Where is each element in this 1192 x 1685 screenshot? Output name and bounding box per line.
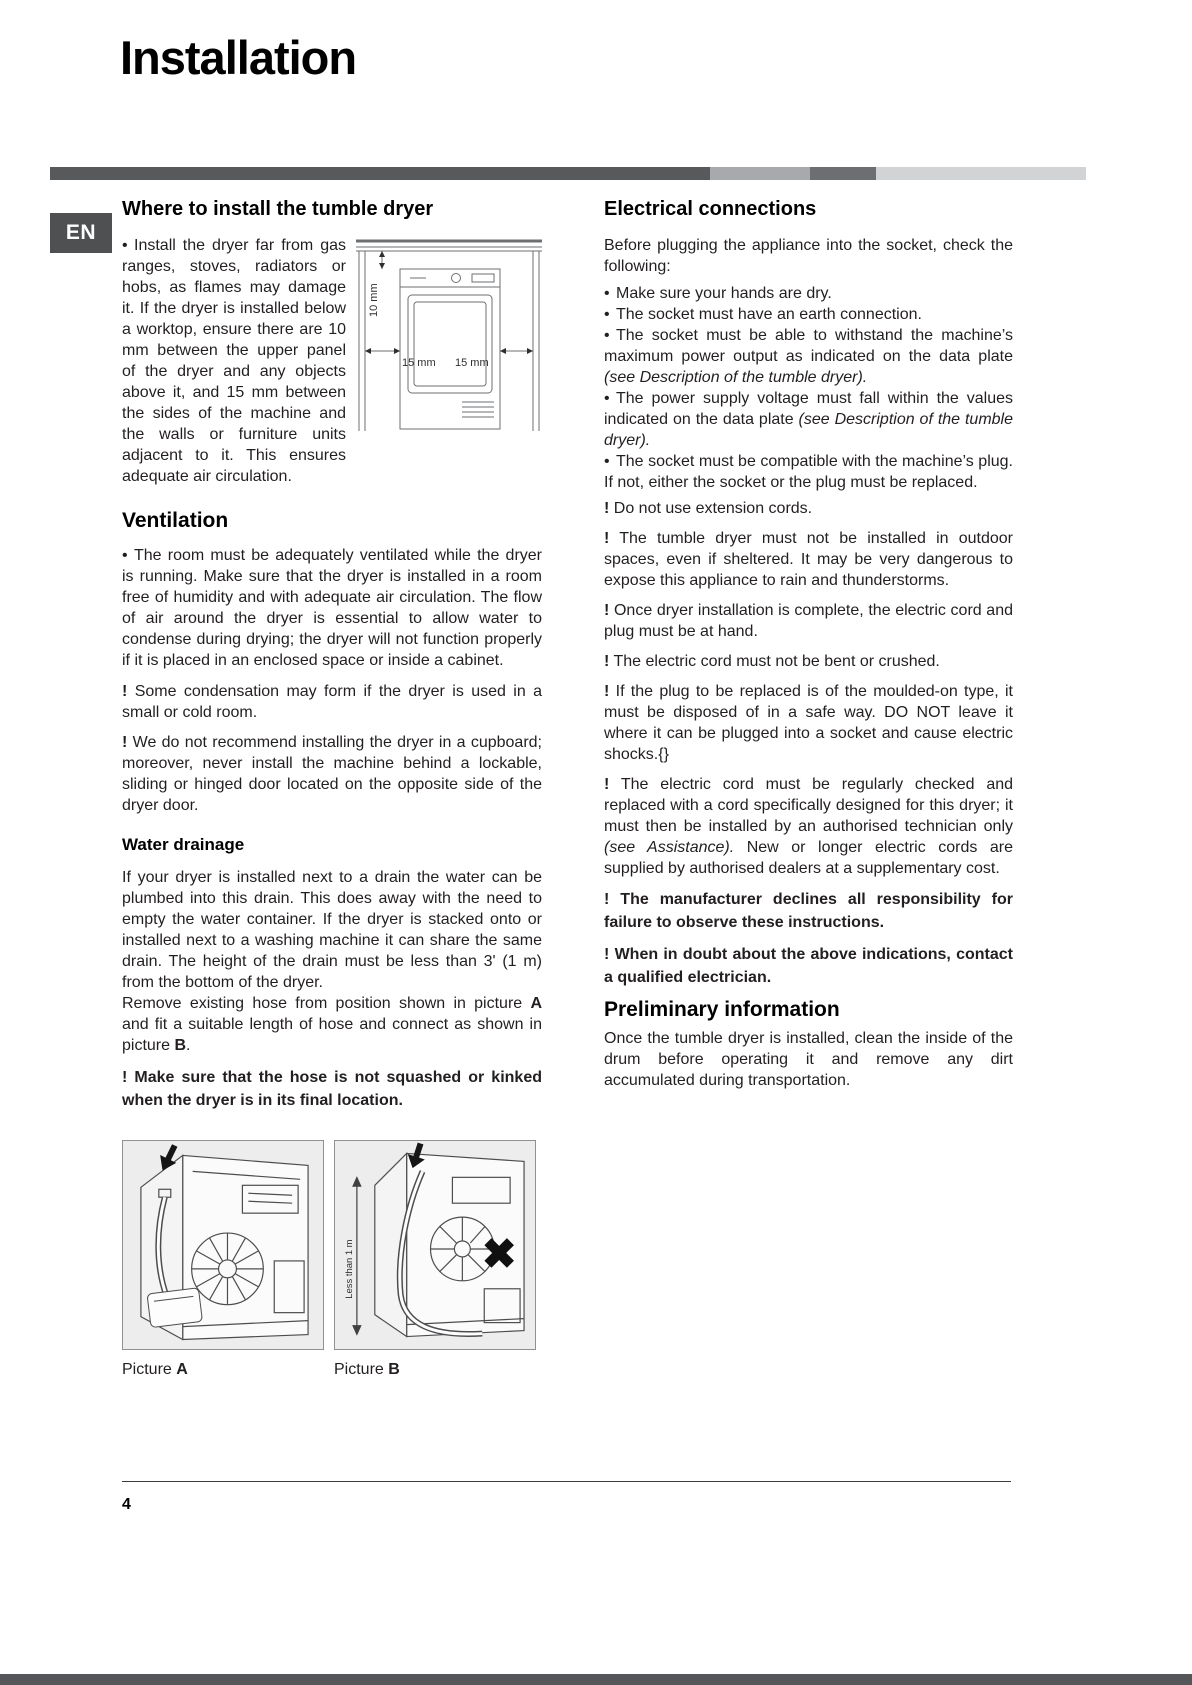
bullet-glyph: • — [122, 237, 128, 254]
warning-condensation — [122, 681, 542, 723]
page-number: 4 — [122, 1496, 131, 1513]
clearance-diagram — [356, 239, 542, 475]
picture-a-drawing — [123, 1141, 323, 1349]
drainage-paragraph — [122, 867, 542, 1056]
picture-captions — [122, 1359, 542, 1380]
electrical-intro: Before plugging the appliance into the socket, check the following: — [604, 237, 1013, 275]
bottom-bar — [0, 1674, 1192, 1685]
warning-text-post: New or longer electric cords are supplied by authorised dealers at a supplementary cost. — [604, 839, 1013, 877]
warning-text: We do not recommend installing the dryer in a cupboard; moreover, never install the machine behind a lockable, sliding or hinged door located on the opposite side of the dryer door. — [122, 734, 542, 814]
warning-manufacturer — [604, 888, 1013, 934]
warning-moulded-plug — [604, 681, 1013, 765]
warning-outdoor — [604, 528, 1013, 591]
bullet-glyph: • — [604, 327, 610, 344]
language-badge: EN — [50, 213, 112, 253]
warning-text: If the plug to be replaced is of the moulded-on type, it must be disposed of in a safe way. DO NOT leave it where it can be plugged into a socket and cause electric shocks.{} — [604, 683, 1014, 763]
bullet-text: Make sure your hands are dry. — [616, 285, 832, 302]
warning-text: When in doubt about the above indications, contact a qualified electrician. — [604, 946, 1014, 986]
heading-water-drainage: Water drainage — [122, 835, 245, 854]
bar-segment-dim — [810, 167, 876, 180]
ventilation-paragraph-text: The room must be adequately ventilated while the dryer is running. Make sure that the dryer is installed in a room free of humidity and with adequate air circulation. The flow of air around the dryer is essential to allow water to condense during drying; the dryer will not function properly if it is placed in an enclosed space or inside a cabinet. — [122, 547, 542, 669]
picture-b-caption — [334, 1359, 536, 1380]
caption-a-letter: A — [176, 1361, 188, 1378]
bullet-glyph: • — [122, 547, 128, 564]
warning-cord-at-hand — [604, 600, 1013, 642]
warning-mark: ! — [604, 891, 610, 908]
clearance-left-label: 15 mm — [402, 357, 436, 369]
right-column — [604, 197, 1013, 1101]
ventilation-paragraph — [122, 545, 542, 671]
drainage-text-2: Remove existing hose from position shown in picture — [122, 995, 531, 1012]
drainage-text-1: If your dryer is installed next to a drain the water can be plumbed into this drain. This does away with the need to empty the water container. If the dryer is stacked onto or installed next to a washing machine it can share the same drain. The height of the drain must be less than 3' (1 m) from the bottom of the dryer. — [122, 869, 542, 991]
bullet-text: The socket must have an earth connection. — [616, 306, 922, 323]
warning-mark: ! — [604, 776, 610, 793]
drainage-text-3: and fit a suitable length of hose and connect as shown in picture — [122, 1016, 542, 1054]
electrical-bullet-2 — [604, 304, 1013, 325]
clearance-diagram-drawing — [356, 239, 542, 431]
warning-text: Do not use extension cords. — [613, 500, 813, 517]
warning-cupboard — [122, 732, 542, 816]
bullet-text: The socket must be able to withstand the machine’s maximum power output as indicated on the data plate — [604, 327, 1013, 365]
warning-text: Some condensation may form if the dryer is used in a small or cold room. — [122, 683, 542, 721]
warning-text: The manufacturer declines all responsibility for failure to observe these instructions. — [604, 891, 1013, 931]
decorative-header-bar — [50, 167, 1086, 180]
electrical-bullet-5 — [604, 451, 1013, 493]
picture-a-caption — [122, 1359, 324, 1380]
bullet-glyph: • — [604, 390, 610, 407]
warning-text: The tumble dryer must not be installed in outdoor spaces, even if sheltered. It may be very dangerous to expose this appliance to rain and thunderstorms. — [604, 530, 1014, 589]
bullet-glyph: • — [604, 285, 610, 302]
picture-b-drawing — [335, 1141, 535, 1349]
warning-electrician — [604, 943, 1013, 989]
footer-rule — [122, 1481, 1011, 1482]
heading-preliminary-information: Preliminary information — [604, 998, 840, 1021]
warning-hose — [122, 1066, 542, 1112]
warning-mark: ! — [604, 500, 610, 517]
heading-where-to-install: Where to install the tumble dryer — [122, 198, 434, 220]
electrical-bullet-4 — [604, 388, 1013, 451]
clearance-right-label: 15 mm — [455, 357, 489, 369]
bullet-glyph: • — [604, 306, 610, 323]
warning-text: Make sure that the hose is not squashed or kinked when the dryer is in its final location. — [122, 1069, 542, 1109]
warning-mark: ! — [604, 602, 610, 619]
bullet-glyph: • — [604, 453, 610, 470]
warning-mark: ! — [604, 530, 610, 547]
warning-mark: ! — [122, 683, 128, 700]
bar-segment-light — [876, 167, 1086, 180]
caption-b-letter: B — [388, 1361, 400, 1378]
page-title: Installation — [120, 31, 357, 84]
warning-extension-cords — [604, 498, 1013, 519]
clearance-top-label: 10 mm — [368, 283, 380, 317]
drainage-text-4: . — [186, 1037, 191, 1054]
warning-cord-bent — [604, 651, 1013, 672]
warning-mark: ! — [122, 734, 128, 751]
bar-segment-dark — [50, 167, 710, 180]
bullet-text: The socket must be compatible with the machine’s plug. If not, either the socket or the plug must be replaced. — [604, 453, 1013, 491]
pictures-row — [122, 1140, 542, 1350]
warning-mark: ! — [604, 683, 610, 700]
picture-b-reference: B — [174, 1037, 187, 1054]
bullet-text: The power supply voltage must fall within the values indicated on the data plate — [604, 390, 1013, 428]
warning-mark: ! — [604, 946, 610, 963]
preliminary-paragraph: Once the tumble dryer is installed, clean the inside of the drum before operating it and remove any dirt accumulated during transportation. — [604, 1030, 1013, 1089]
install-section — [122, 235, 542, 487]
warning-italic: (see Assistance). — [604, 839, 735, 856]
picture-b-dimension-label: Less than 1 m — [343, 1239, 355, 1299]
left-column — [122, 197, 542, 1380]
caption-b-label: Picture — [334, 1361, 389, 1378]
picture-a-illustration — [122, 1140, 324, 1350]
heading-ventilation: Ventilation — [122, 509, 229, 532]
bar-segment-mid — [710, 167, 810, 180]
warning-mark: ! — [604, 653, 610, 670]
electrical-bullet-3 — [604, 325, 1013, 388]
heading-electrical-connections: Electrical connections — [604, 198, 817, 220]
bullet-italic: (see Description of the tumble dryer). — [604, 369, 868, 386]
install-paragraph-text: Install the dryer far from gas ranges, stoves, radiators or hobs, as flames may damage it. If the dryer is installed below a worktop, ensure there are 10 mm between the upper panel of the dryer and any objects above it, and 15 mm between the sides of the machine and the walls or furniture units adjacent to it. This ensures adequate air circulation. — [122, 237, 346, 485]
picture-b-illustration — [334, 1140, 536, 1350]
warning-cord-replacement — [604, 774, 1013, 879]
warning-text: The electric cord must be regularly checked and replaced with a cord specifically designed for this dryer; it must then be installed by an authorised technician only — [604, 776, 1014, 835]
warning-text: Once dryer installation is complete, the electric cord and plug must be at hand. — [604, 602, 1013, 640]
caption-a-label: Picture — [122, 1361, 177, 1378]
warning-mark: ! — [122, 1069, 128, 1086]
picture-a-reference: A — [530, 995, 542, 1012]
electrical-bullet-1 — [604, 283, 1013, 304]
warning-text: The electric cord must not be bent or crushed. — [613, 653, 940, 670]
bullet-italic: (see Description of the tumble dryer). — [604, 411, 1014, 449]
